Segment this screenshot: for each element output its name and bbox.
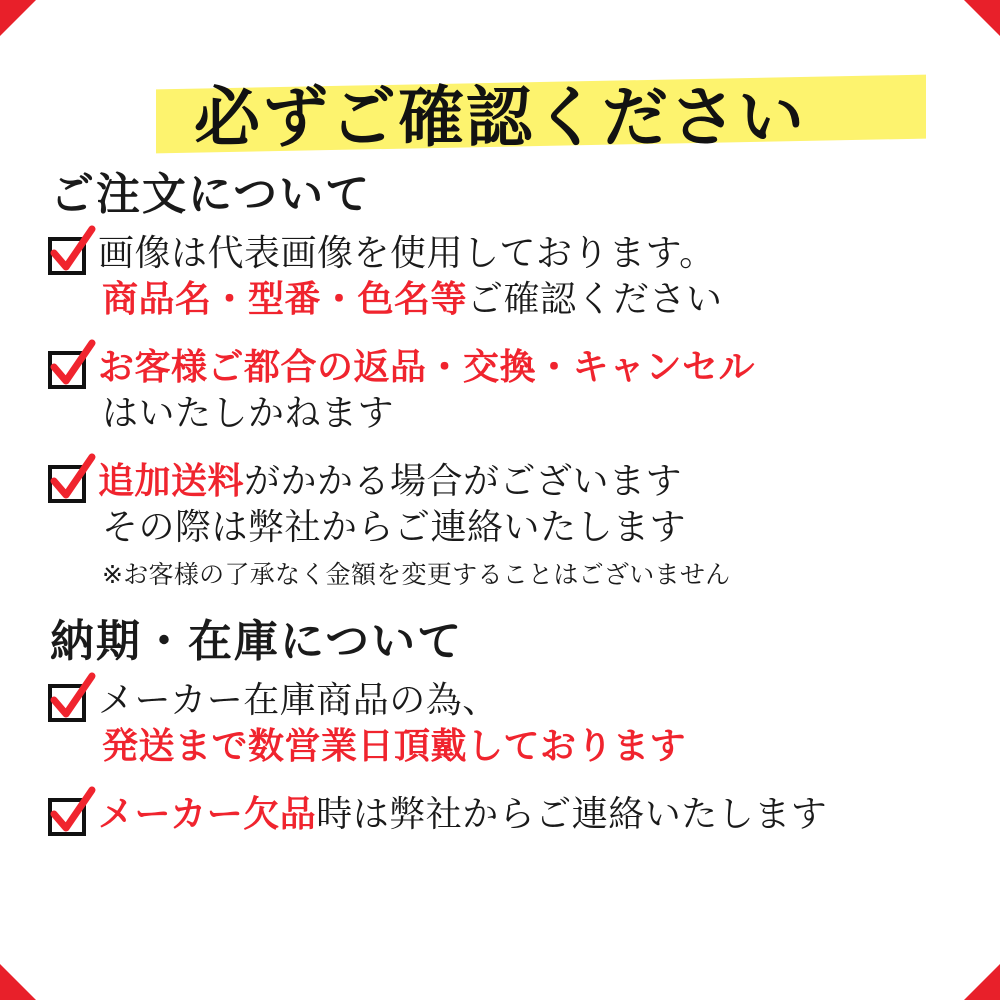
page-title (44, 48, 956, 156)
notice-footnote: ※お客様の了承なく金額を変更することはございません (102, 560, 731, 590)
section-heading: 納期・在庫について (50, 616, 464, 668)
checked-checkbox (48, 798, 86, 836)
corner-decoration-top-left (0, 0, 36, 36)
section-heading: ご注文について (50, 169, 372, 220)
notice-line (98, 345, 956, 391)
notice-item (48, 678, 956, 770)
notice-line (98, 505, 956, 551)
notice-item (48, 231, 956, 323)
emphasis-text: メーカー欠品 (98, 793, 317, 835)
emphasis-text: 商品名・型番・色名等 (102, 278, 468, 320)
notice-item (48, 345, 956, 437)
notice-line (98, 231, 956, 277)
body-text: 時は弊社からご連絡いたします (316, 793, 828, 835)
body-text: メーカー在庫商品の為、 (98, 679, 499, 721)
emphasis-text: お客様ご都合の返品・交換・キャンセル (98, 346, 756, 388)
checked-checkbox (48, 465, 86, 503)
notice-item-text (98, 459, 956, 591)
notice-item (48, 459, 956, 591)
checked-checkbox (48, 684, 86, 722)
corner-decoration-bottom-right (964, 964, 1000, 1000)
notice-line (98, 792, 956, 838)
body-text: がかかる場合がございます (244, 460, 683, 502)
checked-checkbox (48, 237, 86, 275)
corner-decoration-bottom-left (0, 964, 36, 1000)
checked-checkbox (48, 351, 86, 389)
notice-line (98, 678, 956, 724)
notice-line (98, 391, 956, 437)
body-text: ご確認ください (467, 278, 723, 320)
notice-item-text (98, 792, 956, 838)
body-text: はいたしかねます (102, 392, 395, 434)
corner-decoration-top-right (964, 0, 1000, 36)
notice-item-text (98, 345, 956, 437)
notice-line (98, 724, 956, 770)
body-text: その際は弊社からご連絡いたします (102, 506, 687, 548)
notice-item (48, 792, 956, 838)
emphasis-text: 追加送料 (98, 460, 245, 502)
notice-line (98, 459, 956, 505)
notice-item-text (98, 231, 956, 323)
sections-container (44, 170, 956, 838)
body-text: 画像は代表画像を使用しております。 (98, 232, 716, 274)
notice-line (98, 277, 956, 323)
page-title-text: 必ずご確認ください (194, 79, 806, 156)
emphasis-text: 発送まで数営業日頂戴しております (102, 725, 687, 767)
notice-item-text (98, 678, 956, 770)
